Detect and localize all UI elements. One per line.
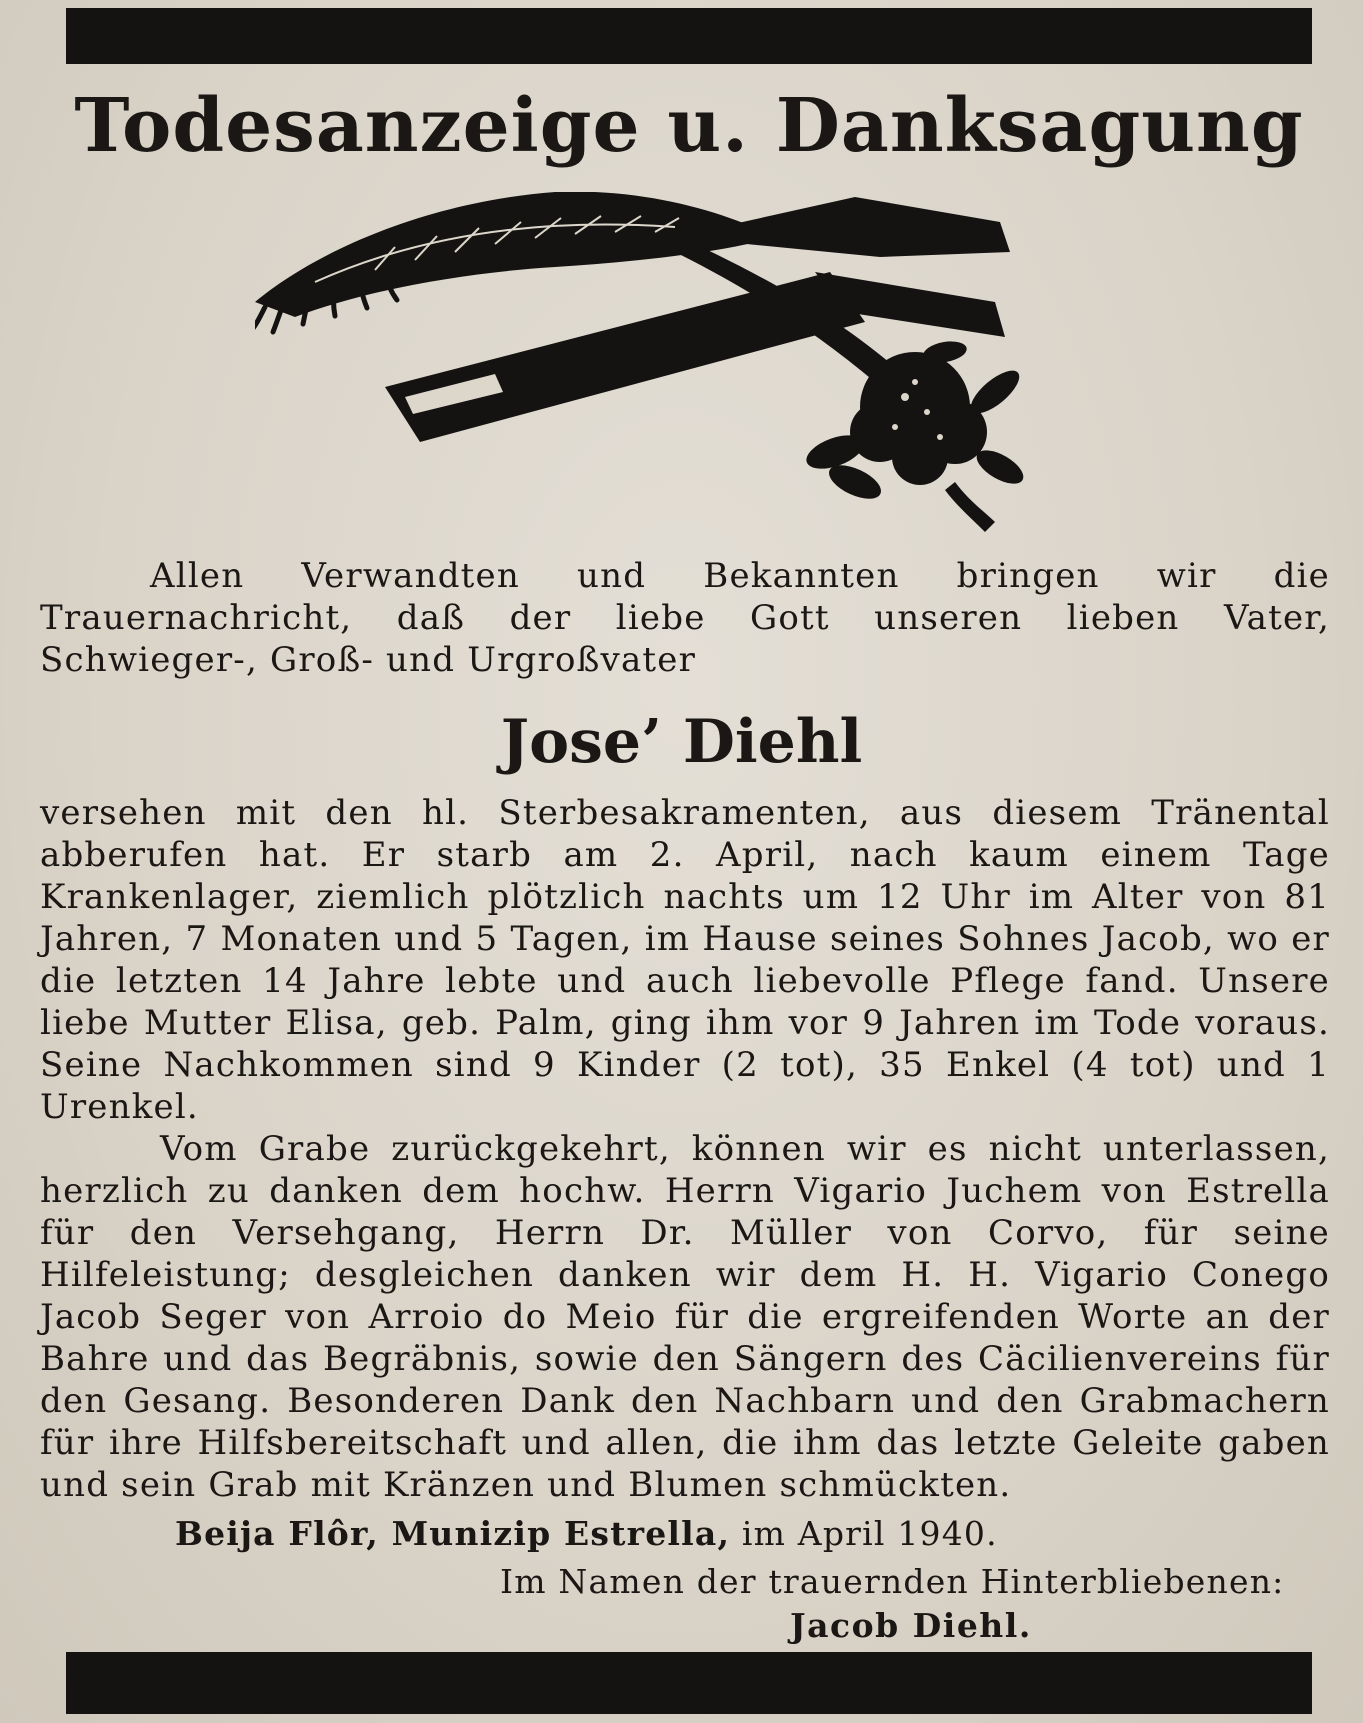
main-paragraph: versehen mit den hl. Sterbesakramenten, aus diesem Tränental abberufen hat. Er starb am 2. April, nach kaum einem Tage Krankenlager, ziemlich plötzlich nachts um 12 Uhr im Alter von 81 Jahren, 7 Monaten und 5 Tagen, im Hause seines Sohnes Jacob, wo er die letzten 14 Jahre lebte und auch liebevolle Pflege fand. Unsere liebe Mutter Elisa, geb. Palm, ging ihm vor 9 Jahren im Tode voraus. Seine Nachkommen sind 9 Kinder (2 tot), 35 Enkel (4 tot) und 1 Urenkel. bbox=[40, 793, 1330, 1127]
bottom-border-bar bbox=[66, 1652, 1312, 1714]
deceased-name: Jose’ Diehl bbox=[500, 707, 863, 777]
place-date-line bbox=[175, 1513, 1275, 1555]
intro-paragraph: Allen Verwandten und Bekannten bringen wir die Trauernachricht, daß der liebe Gott unseren lieben Vater, Schwieger-, Groß- und Urgroßvater bbox=[40, 556, 1330, 680]
thanks-paragraph: Vom Grabe zurückgekehrt, können wir es nicht unterlassen, herzlich zu danken dem hochw. Herrn Vigario Juchem von Estrella für den Versehgang, Herrn Dr. Müller von Corvo, für seine Hilfeleistung; desgleichen danken wir dem H. H. Vigario Conego Jacob Seger von Arroio do Meio für die ergreifenden Worte an der Bahre und das Begräbnis, sowie den Sängern des Cäcilienvereins für den Gesang. Besonderen Dank den Nachbarn und den Grabmachern für ihre Hilfsbereitschaft und allen, die ihm das letzte Geleite gaben und sein Grab mit Kränzen und Blumen schmückten. bbox=[40, 1129, 1330, 1505]
notice-date: im April 1940. bbox=[741, 1514, 998, 1553]
on-behalf-line: Im Namen der trauernden Hinterbliebenen: bbox=[500, 1562, 1285, 1601]
palm-frond-cross-flower-icon bbox=[255, 192, 1135, 552]
top-border-bar bbox=[66, 8, 1312, 64]
place-name: Beija Flôr, Munizip Estrella, bbox=[175, 1514, 731, 1553]
signer-name: Jacob Diehl. bbox=[790, 1606, 1032, 1645]
notice-headline: Todesanzeige u. Danksagung bbox=[74, 83, 1304, 169]
